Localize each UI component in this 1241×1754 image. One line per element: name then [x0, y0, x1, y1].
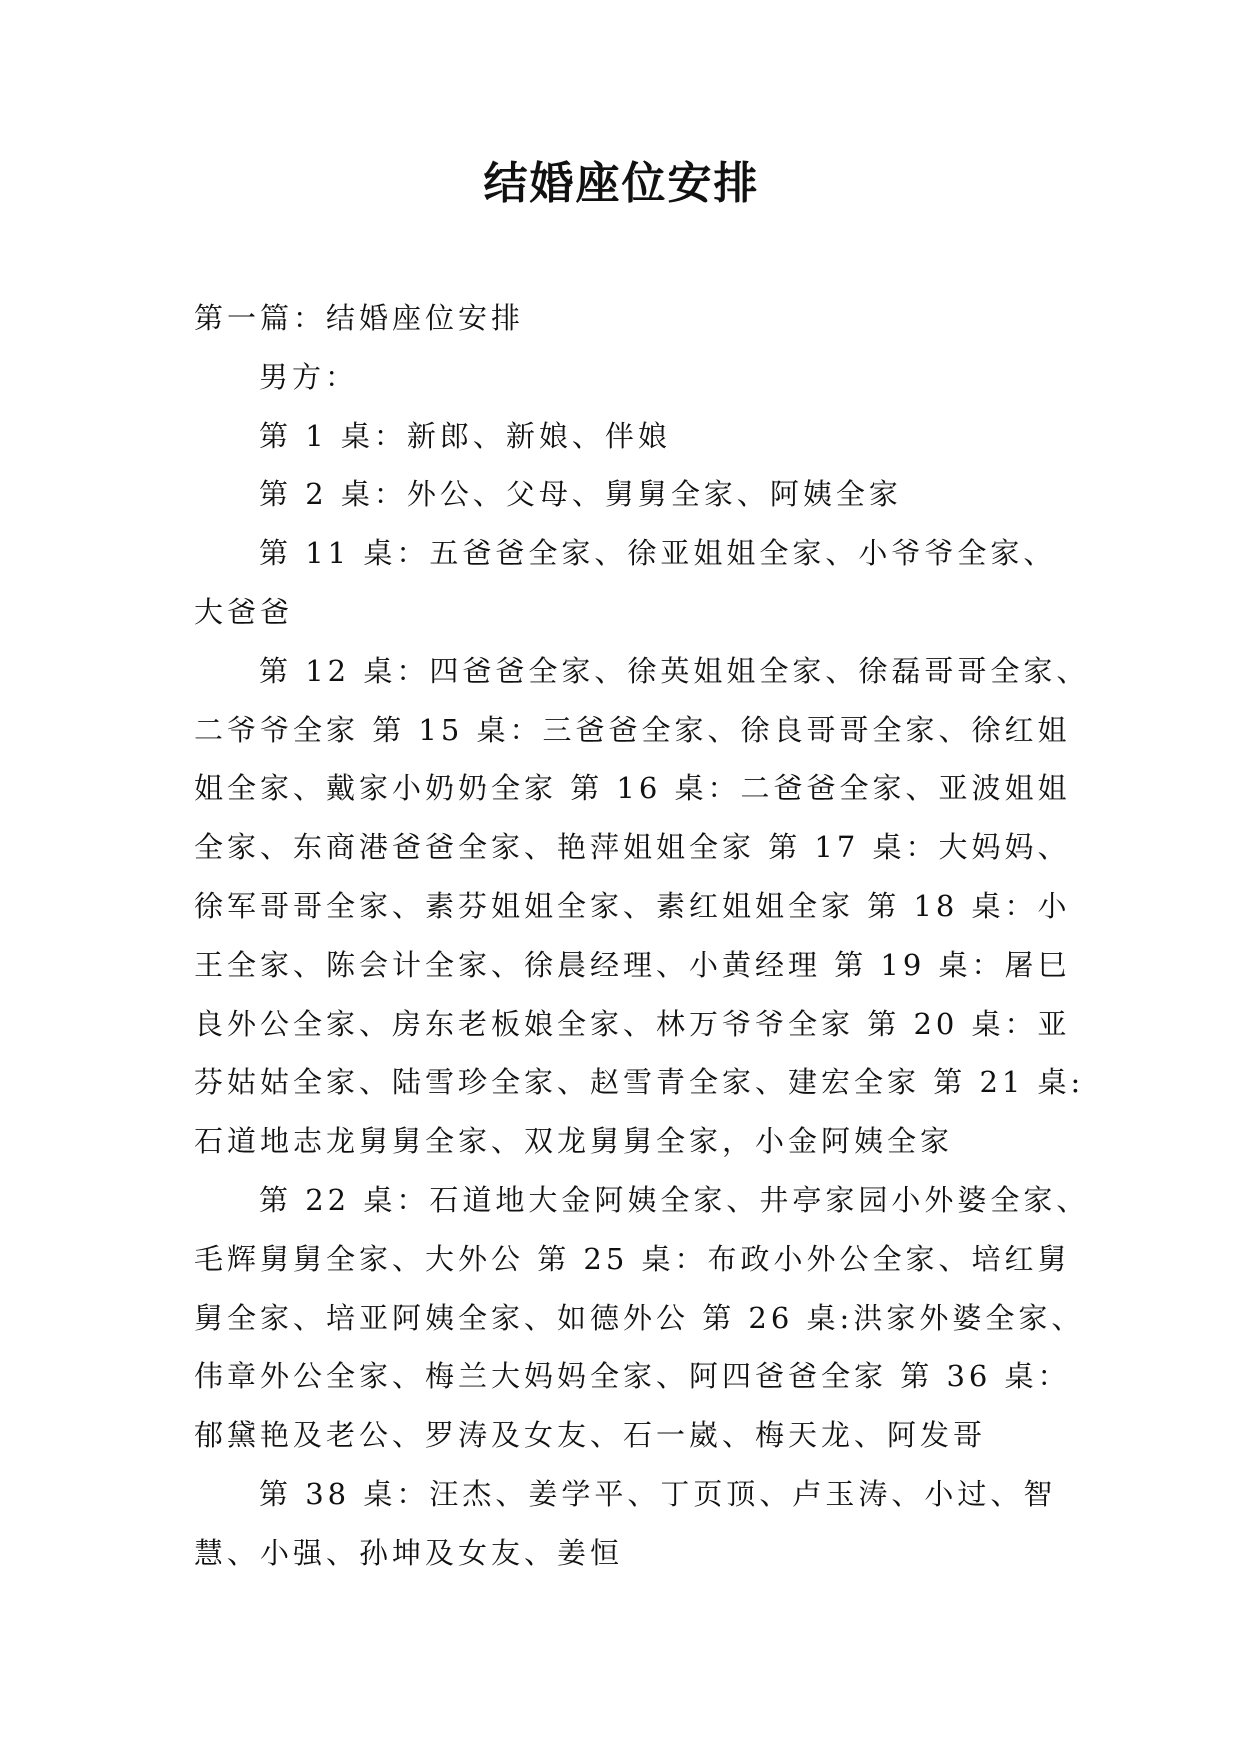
paragraph-line: 良外公全家、房东老板娘全家、林万爷爷全家 第 20 桌：亚: [194, 1006, 1071, 1041]
paragraph-line: 男方：: [259, 359, 359, 394]
chapter-heading: 第一篇：结婚座位安排: [194, 301, 525, 335]
paragraph-line: 第 1 桌：新郎、新娘、伴娘: [259, 418, 671, 453]
table-38-paragraph: [194, 1465, 1194, 1583]
paragraph-line: 第 11 桌：五爸爸全家、徐亚姐姐全家、小爷爷全家、: [259, 536, 1057, 571]
paragraph-line: 石道地志龙舅舅全家、双龙舅舅全家，小金阿姨全家: [194, 1124, 954, 1159]
paragraph-line: 慧、小强、孙坤及女友、姜恒: [194, 1535, 624, 1570]
table-22-paragraph: [194, 1171, 1194, 1465]
paragraph-line: 伟章外公全家、梅兰大妈妈全家、阿四爸爸全家 第 36 桌：: [194, 1359, 1071, 1394]
paragraph-line: 舅全家、培亚阿姨全家、如德外公 第 26 桌:洪家外婆全家、: [194, 1300, 1085, 1335]
paragraph-line: 芬姑姑全家、陆雪珍全家、赵雪青全家、建宏全家 第 21 桌:: [194, 1065, 1085, 1100]
paragraph-line: 毛辉舅舅全家、大外公 第 25 桌：布政小外公全家、培红舅: [194, 1241, 1071, 1276]
table-12-paragraph: [194, 642, 1194, 1171]
document-title: 结婚座位安排: [483, 158, 760, 209]
paragraph-line: 姐全家、戴家小奶奶全家 第 16 桌：二爸爸全家、亚波姐姐: [194, 771, 1071, 806]
paragraph-line: 第 38 桌：汪杰、姜学平、丁页顶、卢玉涛、小过、智: [259, 1476, 1057, 1511]
table-11-paragraph: [194, 524, 1194, 642]
table-1-paragraph: [194, 407, 1194, 466]
paragraph-line: 王全家、陈会计全家、徐晨经理、小黄经理 第 19 桌：屠巳: [194, 947, 1071, 982]
paragraph-line: 第 2 桌：外公、父母、舅舅全家、阿姨全家: [259, 477, 902, 512]
paragraph-line: 大爸爸: [194, 594, 294, 629]
paragraph-line: 徐军哥哥全家、素芬姐姐全家、素红姐姐全家 第 18 桌：小: [194, 888, 1071, 923]
groom-side-label-paragraph: [194, 348, 1194, 407]
paragraph-line: 郁黛艳及老公、罗涛及女友、石一崴、梅天龙、阿发哥: [194, 1418, 987, 1453]
paragraph-line: 全家、东商港爸爸全家、艳萍姐姐全家 第 17 桌：大妈妈、: [194, 830, 1071, 865]
paragraph-line: 二爷爷全家 第 15 桌：三爸爸全家、徐良哥哥全家、徐红姐: [194, 712, 1071, 747]
document-body: [194, 289, 1194, 1583]
paragraph-line: 第 22 桌：石道地大金阿姨全家、井亭家园小外婆全家、: [259, 1182, 1090, 1217]
paragraph-line: 第 12 桌：四爸爸全家、徐英姐姐全家、徐磊哥哥全家、: [259, 653, 1090, 688]
table-2-paragraph: [194, 465, 1194, 524]
